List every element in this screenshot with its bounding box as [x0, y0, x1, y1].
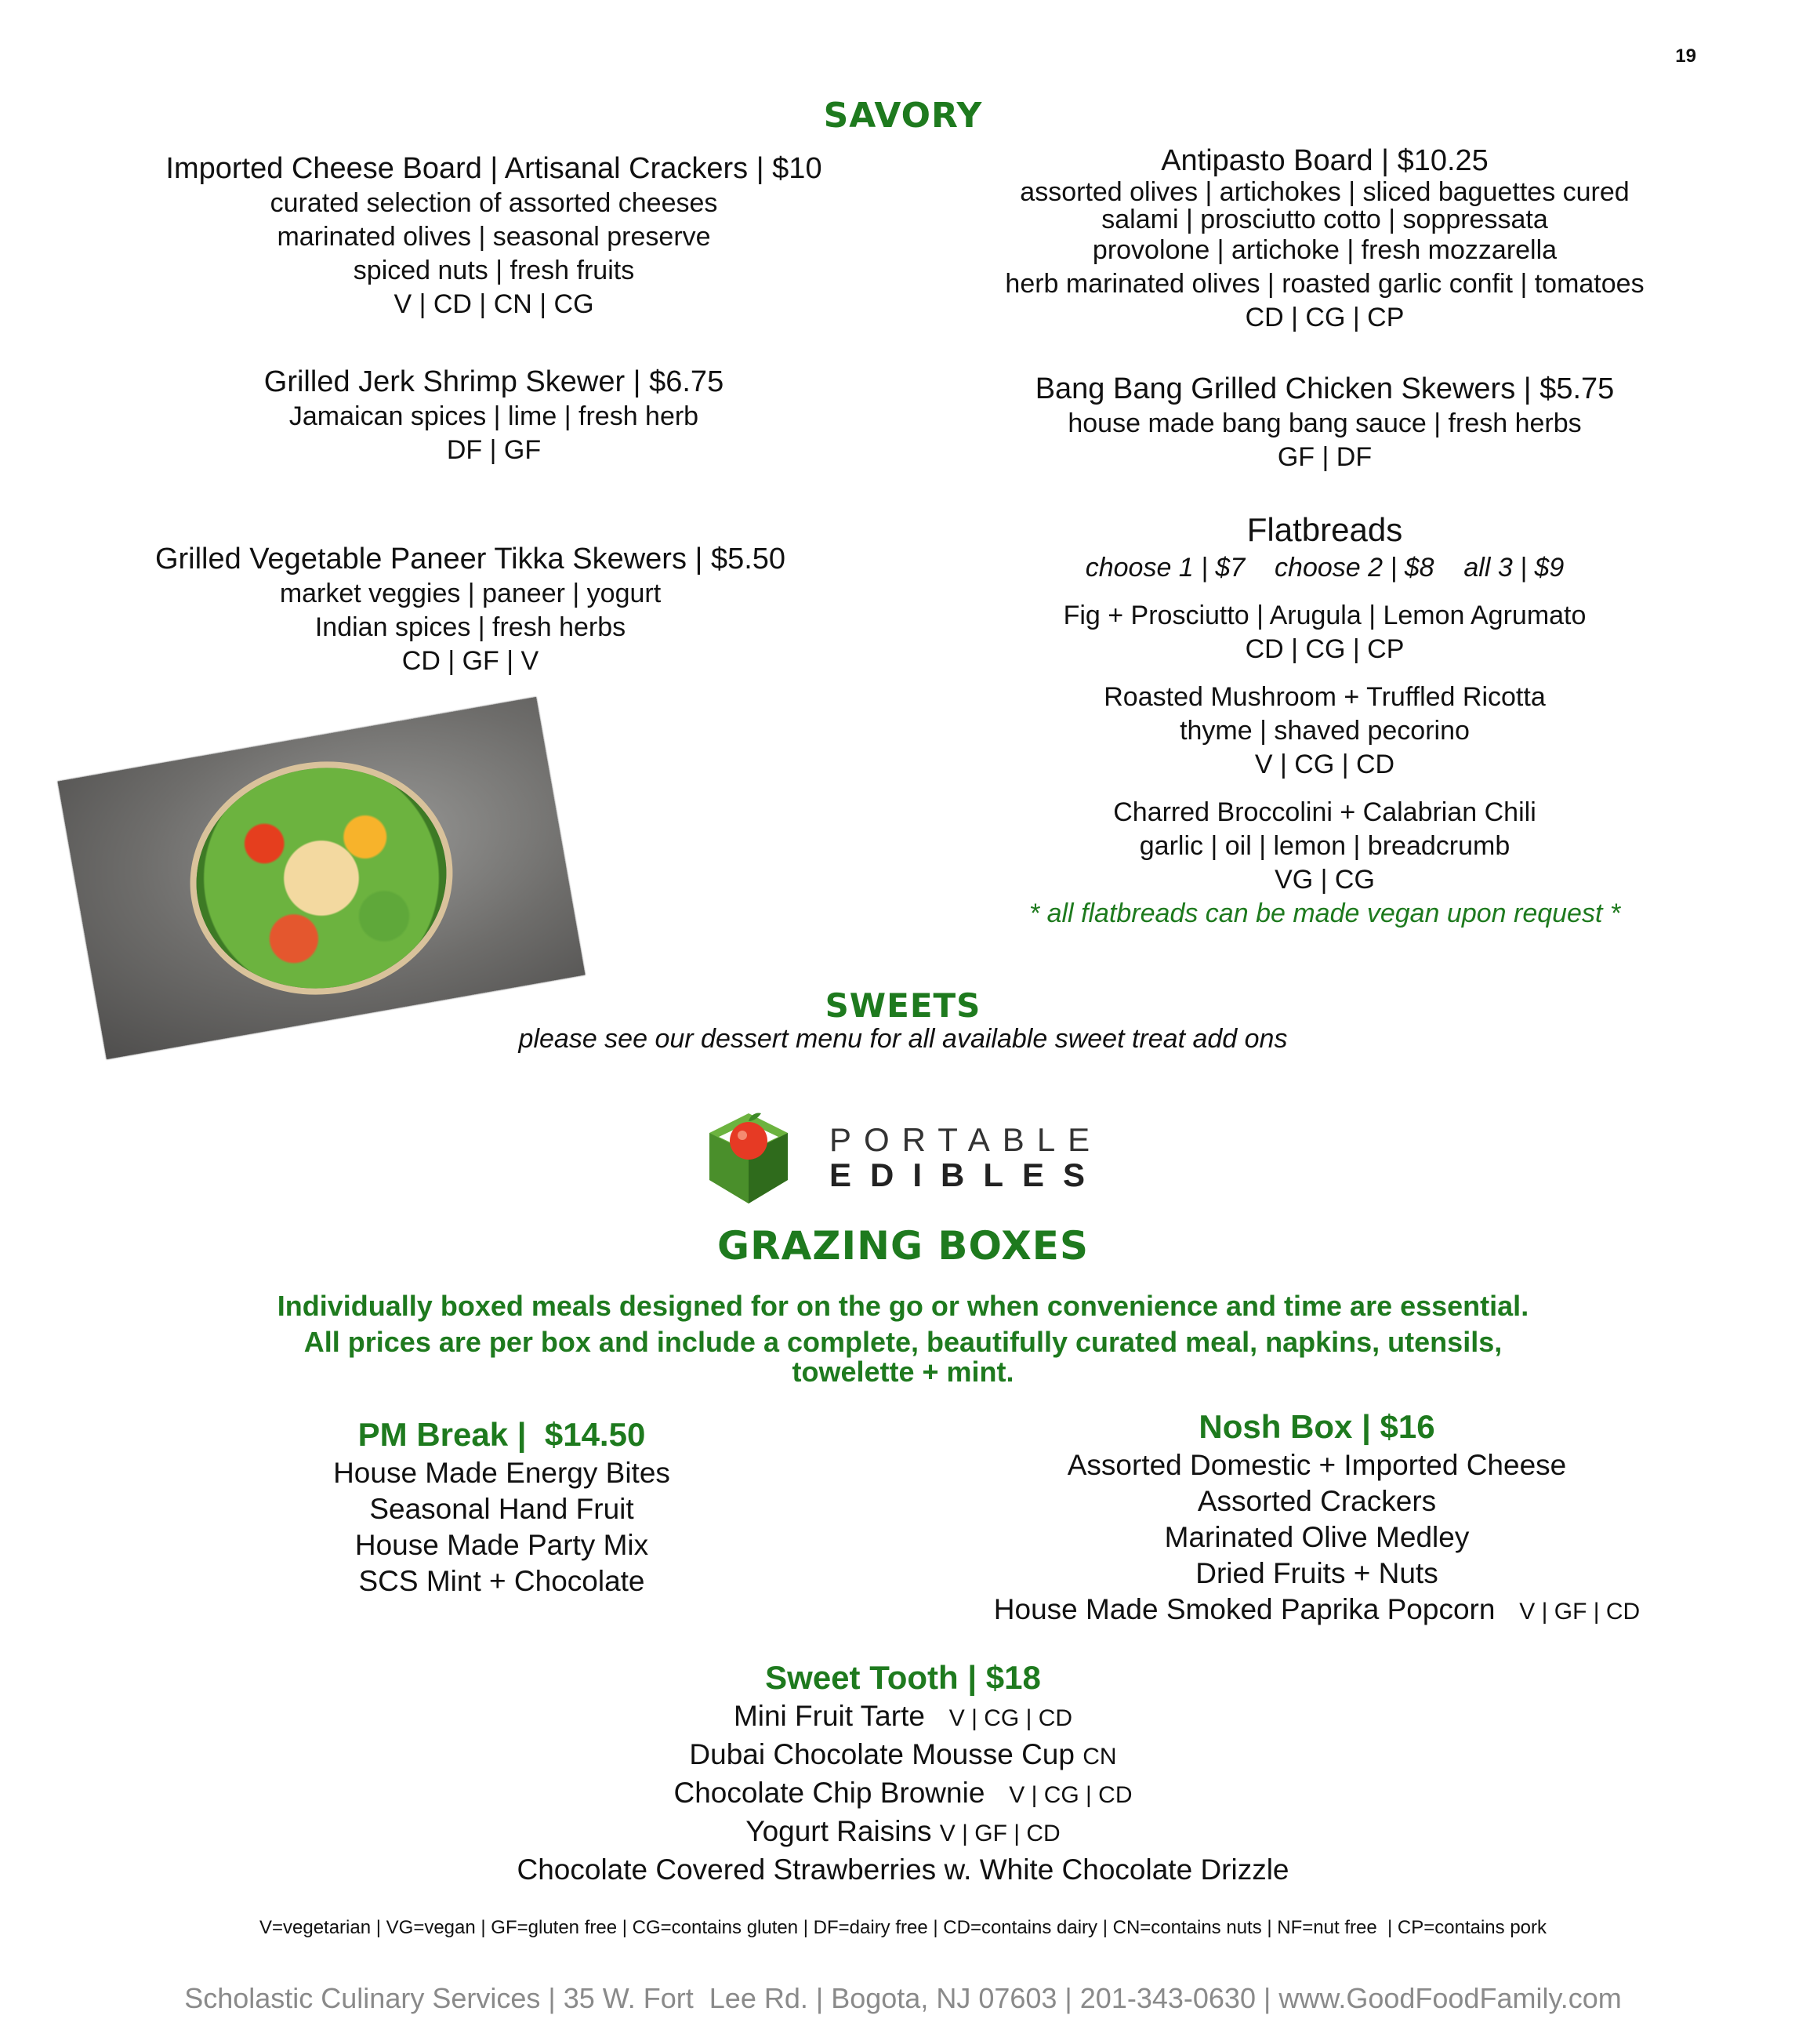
logo-text-portable: PORTABLE	[829, 1121, 1103, 1158]
item-line: spiced nuts | fresh fruits	[353, 256, 635, 285]
diet-tags: VG | CG	[1275, 865, 1375, 895]
menu-item-paneer-tikka	[31, 541, 909, 678]
flatbreads-title: Flatbreads	[1246, 511, 1403, 548]
diet-tags: CD | CG | CP	[1245, 303, 1405, 332]
grazing-intro-line: Individually boxed meals designed for on the go or when convenience and time are essential.	[277, 1290, 1529, 1322]
box-item-name: Mini Fruit Tarte	[733, 1700, 925, 1732]
sweet-tooth-box	[0, 1657, 1806, 1888]
box-item	[0, 1813, 1806, 1852]
box-item: Seasonal Hand Fruit	[369, 1493, 634, 1525]
box-title: Nosh Box | $16	[1199, 1408, 1435, 1445]
box-item: Dried Fruits + Nuts	[1195, 1557, 1438, 1589]
item-title: Bang Bang Grilled Chicken Skewers | $5.75	[1035, 372, 1615, 405]
menu-item-cheese-board	[78, 151, 909, 321]
box-item: SCS Mint + Chocolate	[358, 1565, 645, 1597]
item-line: herb marinated olives | roasted garlic confit | tomatoes	[1005, 269, 1645, 299]
box-item-name: Yogurt Raisins	[745, 1815, 932, 1847]
pm-break-box	[267, 1414, 737, 1599]
box-item-name: Chocolate Chip Brownie	[673, 1777, 985, 1809]
item-title: Antipasto Board | $10.25	[1161, 144, 1489, 177]
diet-tags: V | CG | CD	[948, 1705, 1073, 1731]
diet-tags: CN	[1083, 1744, 1117, 1770]
item-line: thyme | shaved pecorino	[1180, 716, 1470, 746]
item-title: Fig + Prosciutto | Arugula | Lemon Agrumato	[1063, 601, 1587, 630]
diet-tags: V | GF | CD	[1519, 1599, 1641, 1625]
item-line: curated selection of assorted cheeses	[270, 188, 718, 218]
grazing-intro-line: All prices are per box and include a complete, beautifully curated meal, napkins, utensils,	[303, 1326, 1503, 1358]
box-item: House Made Energy Bites	[333, 1457, 670, 1489]
item-title: Charred Broccolini + Calabrian Chili	[1113, 797, 1536, 827]
grazing-intro-line: towelette + mint.	[792, 1356, 1014, 1388]
diet-tags: V | CG | CD	[1009, 1782, 1133, 1808]
menu-item-jerk-shrimp	[78, 364, 909, 467]
item-line: assorted olives | artichokes | sliced baguettes cured	[1020, 177, 1630, 207]
grazing-boxes-heading: GRAZING BOXES	[717, 1223, 1089, 1269]
flatbreads-section	[917, 509, 1732, 931]
item-line: marinated olives | seasonal preserve	[277, 222, 711, 252]
box-item: Assorted Domestic + Imported Cheese	[1067, 1449, 1567, 1481]
menu-item-bang-bang-chicken	[917, 371, 1732, 474]
grazing-intro	[0, 1290, 1806, 1388]
diet-tags: CD | CG | CP	[1245, 634, 1405, 664]
savory-left-column	[78, 151, 909, 678]
box-item-name: House Made Smoked Paprika Popcorn	[993, 1593, 1496, 1625]
item-line: house made bang bang sauce | fresh herbs	[1068, 408, 1582, 438]
item-title: Imported Cheese Board | Artisanal Crackers | $10	[165, 152, 822, 185]
sweets-heading: SWEETS	[825, 986, 981, 1025]
item-line: provolone | artichoke | fresh mozzarella	[1092, 235, 1558, 265]
savory-heading: SAVORY	[823, 96, 983, 136]
footer-contact: Scholastic Culinary Services | 35 W. Fort Lee Rd. | Bogota, NJ 07603 | 201-343-0630 | www.GoodFoodFamily.com	[184, 1982, 1622, 2014]
box-item	[0, 1698, 1806, 1737]
box-item	[925, 1592, 1709, 1630]
box-title: Sweet Tooth | $18	[765, 1659, 1041, 1696]
item-line: garlic | oil | lemon | breadcrumb	[1139, 831, 1510, 861]
item-title: Grilled Jerk Shrimp Skewer | $6.75	[263, 365, 724, 398]
item-title: Roasted Mushroom + Truffled Ricotta	[1104, 682, 1546, 712]
nosh-box	[925, 1407, 1709, 1630]
box-item: Assorted Crackers	[1197, 1485, 1437, 1517]
item-line: salami | prosciutto cotto | soppressata	[1101, 205, 1548, 234]
logo-text-edibles: EDIBLES	[829, 1156, 1104, 1193]
diet-tags: V | CD | CN | CG	[393, 289, 594, 319]
box-item-name: Chocolate Covered Strawberries w. White Chocolate Drizzle	[517, 1853, 1289, 1886]
flatbread-item-fig	[917, 599, 1732, 666]
flatbread-item-broccolini	[917, 796, 1732, 897]
box-item: House Made Party Mix	[354, 1529, 649, 1561]
diet-tags: DF | GF	[446, 435, 542, 465]
box-item: Marinated Olive Medley	[1164, 1521, 1470, 1553]
item-line: market veggies | paneer | yogurt	[279, 579, 662, 608]
diet-tags: V | GF | CD	[939, 1821, 1061, 1846]
flatbreads-pricing: choose 1 | $7 choose 2 | $8 all 3 | $9	[1085, 553, 1565, 583]
box-item	[0, 1737, 1806, 1775]
item-line: Indian spices | fresh herbs	[314, 612, 626, 642]
item-title: Grilled Vegetable Paneer Tikka Skewers | $5.50	[154, 543, 786, 575]
platter-image	[179, 748, 464, 1007]
diet-tags: V | CG | CD	[1254, 750, 1395, 779]
diet-tags: CD | GF | V	[401, 646, 539, 676]
diet-tags: GF | DF	[1277, 442, 1373, 472]
item-line: Jamaican spices | lime | fresh herb	[288, 401, 699, 431]
box-item-name: Dubai Chocolate Mousse Cup	[689, 1738, 1075, 1770]
box-item	[0, 1775, 1806, 1813]
flatbread-item-mushroom	[917, 681, 1732, 782]
page-number: 19	[1675, 45, 1696, 67]
apple-box-icon	[702, 1098, 796, 1211]
diet-legend: V=vegetarian | VG=vegan | GF=gluten free | CG=contains gluten | DF=dairy free | CD=contains dairy | CN=contains nuts | NF=nut free | CP=contains pork	[259, 1917, 1547, 1938]
box-item	[0, 1852, 1806, 1888]
sweets-note: please see our dessert menu for all available sweet treat add ons	[518, 1024, 1288, 1054]
flatbreads-vegan-note: * all flatbreads can be made vegan upon request *	[1028, 899, 1621, 928]
menu-item-antipasto-board	[917, 143, 1732, 335]
savory-right-column	[917, 143, 1732, 931]
box-title: PM Break | $14.50	[357, 1416, 646, 1453]
